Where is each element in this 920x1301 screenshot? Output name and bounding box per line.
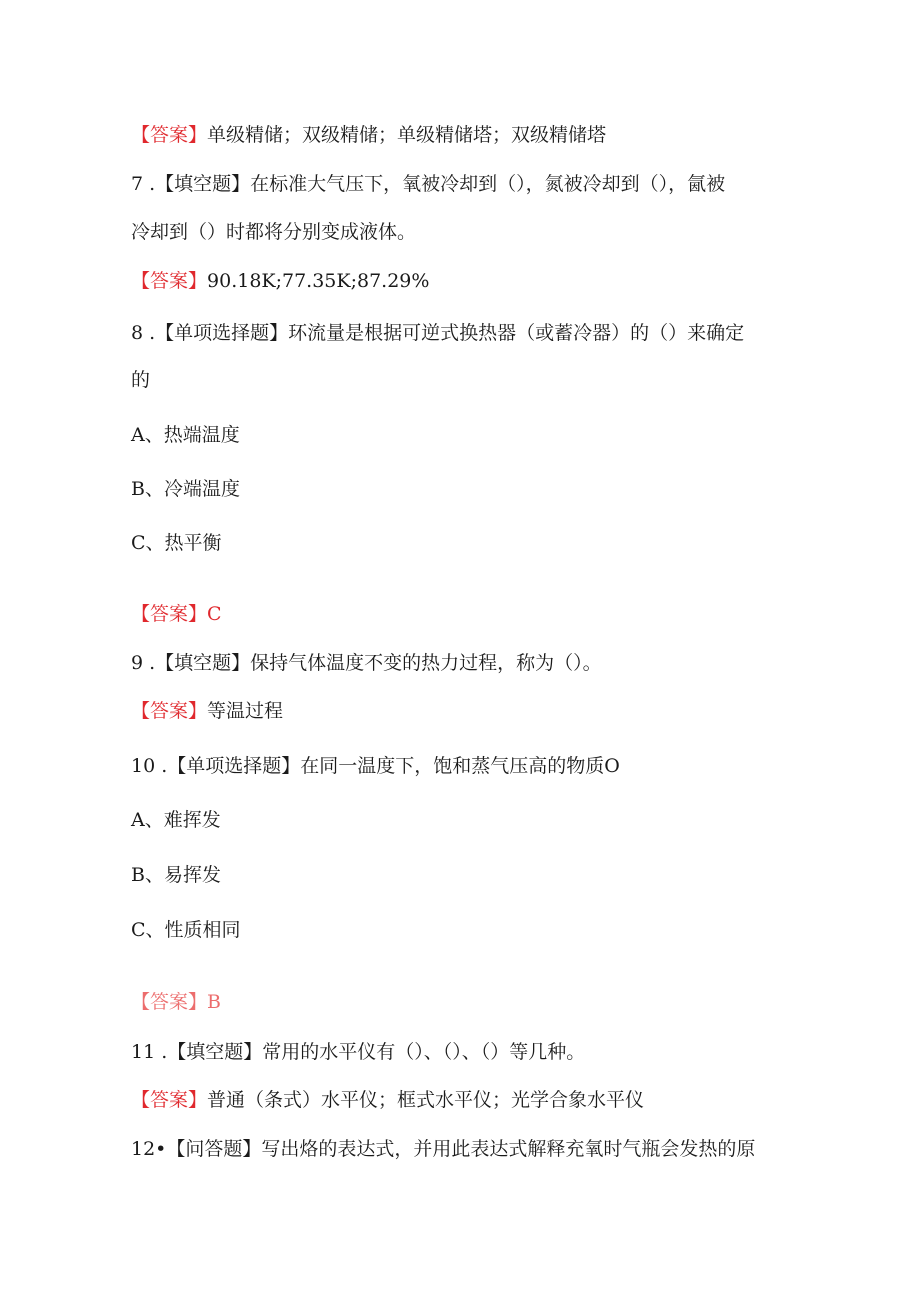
answer-label: 【答案】	[131, 603, 208, 625]
answer-text: 等温过程	[207, 700, 284, 722]
question-11-line-1: 11 .【填空题】常用的水平仪有（）、（）、（）等几种。	[131, 1041, 586, 1063]
answer-label: 【答案】	[131, 991, 208, 1013]
answer-label: 【答案】	[131, 124, 208, 146]
question-8-option-a: A、热端温度	[131, 424, 240, 446]
answer-text: B	[207, 991, 221, 1013]
answer-line-q9	[131, 699, 283, 723]
question-10-option-c: C、性质相同	[131, 919, 241, 941]
answer-line-q7	[131, 269, 429, 293]
answer-label: 【答案】	[131, 700, 208, 722]
question-7-line-2: 冷却到（）时都将分别变成液体。	[131, 221, 417, 243]
answer-line-q10	[131, 990, 221, 1014]
answer-text: 单级精储；双级精储；单级精储塔；双级精储塔	[207, 124, 607, 146]
question-8-line-2: 的	[131, 369, 151, 391]
answer-label: 【答案】	[131, 270, 208, 292]
question-8-option-b: B、冷端温度	[131, 478, 240, 500]
question-10-option-b: B、易挥发	[131, 864, 221, 886]
question-9-line-1: 9 .【填空题】保持气体温度不变的热力过程，称为（）。	[131, 652, 602, 674]
answer-line-q11	[131, 1088, 644, 1112]
answer-text: 普通（条式）水平仪；框式水平仪；光学合象水平仪	[207, 1089, 645, 1111]
question-10-option-a: A、难挥发	[131, 809, 221, 831]
question-8-line-1: 8 .【单项选择题】环流量是根据可逆式换热器（或蓄冷器）的（）来确定	[131, 322, 745, 344]
answer-text: 90.18K;77.35K;87.29%	[207, 270, 430, 292]
answer-line-q6	[131, 123, 606, 147]
question-10-line-1: 10 .【单项选择题】在同一温度下，饱和蒸气压高的物质O	[131, 755, 620, 777]
question-12-line-1: 12•【问答题】写出烙的表达式，并用此表达式解释充氧时气瓶会发热的原	[131, 1138, 756, 1160]
answer-text: C	[207, 603, 222, 625]
question-8-option-c: C、热平衡	[131, 532, 222, 554]
question-7-line-1: 7 .【填空题】在标准大气压下，氧被冷却到（），氮被冷却到（），氤被	[131, 173, 726, 195]
answer-line-q8	[131, 602, 222, 626]
answer-label: 【答案】	[131, 1089, 208, 1111]
